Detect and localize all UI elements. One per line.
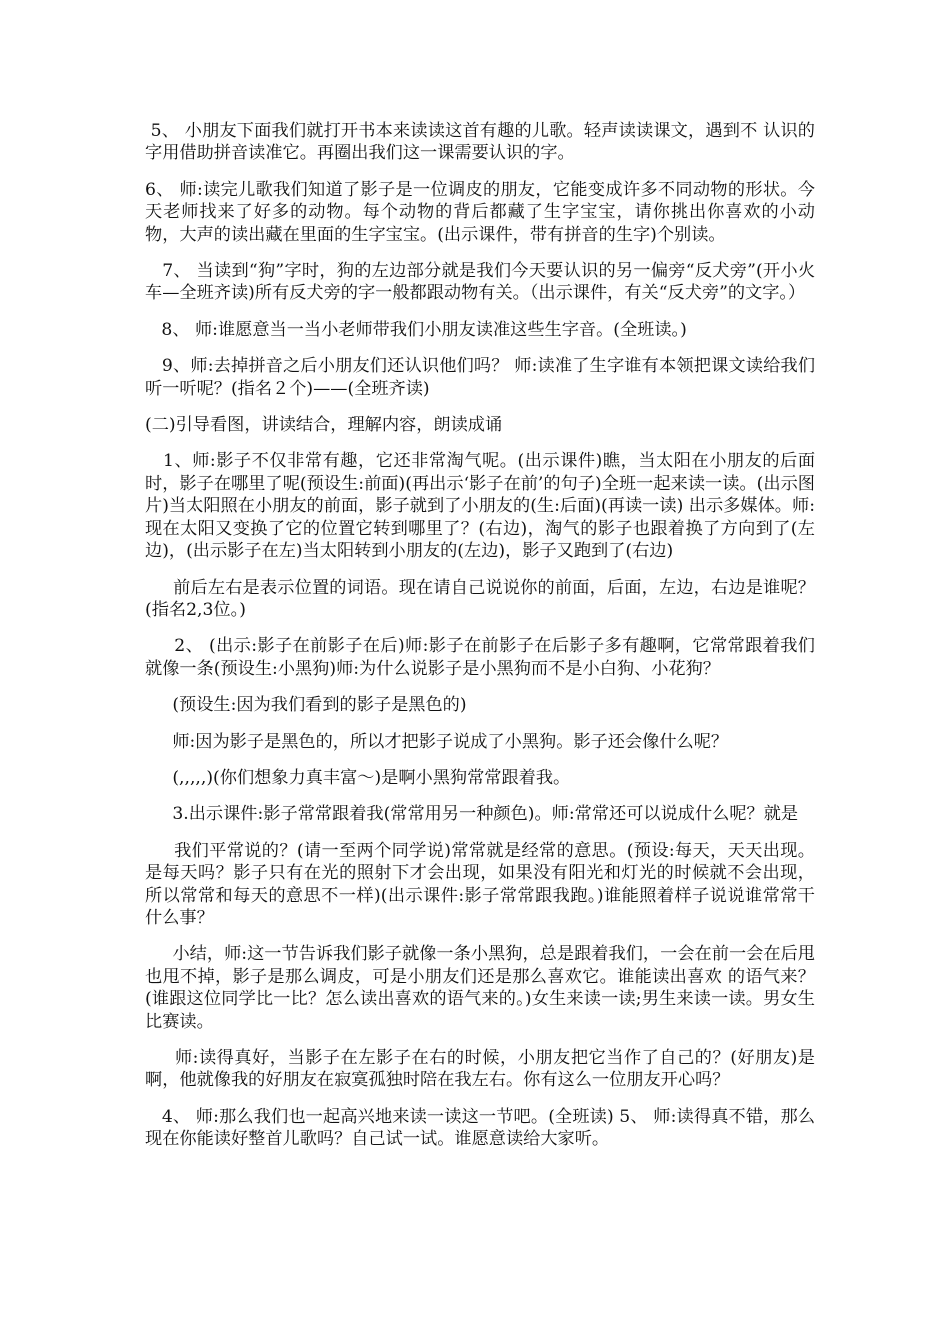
paragraph-step-9: 9、师:去掉拼音之后小朋友们还认识他们吗？ 师:读准了生字谁有本领把课文读给我们听一听呢？(指名２个)——(全班齐读): [145, 356, 816, 399]
paragraph-step-5: 5、 小朋友下面我们就打开书本来读读这首有趣的儿歌。轻声读读课文，遇到不 认识的字用借助拼音读准它。再圈出我们这一课需要认识的字。: [145, 121, 815, 164]
paragraph-position-words: 前后左右是表示位置的词语。现在请自己说说你的前面，后面，左边，右边是谁呢？(指名2,3位。): [145, 577, 815, 620]
paragraph-part2-step-3: 3.出示课件:影子常常跟着我(常常用另一种颜色)。师:常常还可以说成什么呢？就是: [145, 804, 799, 825]
paragraph-preset-answer: (预设生:因为我们看到的影子是黑色的): [145, 695, 467, 716]
paragraph-step-8: 8、 师:谁愿意当一当小老师带我们小朋友读准这些生字音。(全班读。): [145, 319, 687, 340]
paragraph-part2-step-4: 4、 师:那么我们也一起高兴地来读一读这一节吧。(全班读) 5、 师:读得真不错，那么现在你能读好整首儿歌吗？自己试一试。谁愿意读给大家听。: [145, 1106, 816, 1150]
paragraph-good-friend: 师:读得真好，当影子在左影子在右的时候，小朋友把它当作了自己的？(好朋友)是啊，他就像我的好朋友在寂寞孤独时陪在我左右。你有这么一位朋友开心吗？: [145, 1048, 815, 1091]
section-heading: (二)引导看图，讲读结合，理解内容，朗读成诵: [145, 415, 503, 436]
paragraph-step-6: 6、 师:读完儿歌我们知道了影子是一位调皮的朋友，它能变成许多不同动物的形状。今天老师找来了好多的动物。每个动物的背后都藏了生字宝宝，请你挑出你喜欢的小动物，大声的读出藏在里面的生字宝宝。(出示课件，带有拼音的生字)个别读。: [145, 179, 815, 245]
paragraph-often-meaning: 我们平常说的？(请一至两个同学说)常常就是经常的意思。(预设:每天，天天出现。是每天吗？影子只有在光的照射下才会出现，如果没有阳光和灯光的时候就不会出现，所以常常和每天的意思不一样)(出示课件:影子常常跟我跑。)谁能照着样子说说谁常常干什么事？: [145, 840, 815, 928]
document-page: [145, 120, 815, 1165]
paragraph-black-shadow: 师:因为影子是黑色的，所以才把影子说成了小黑狗。影子还会像什么呢？: [145, 731, 729, 752]
paragraph-imagination: (,,,,,)(你们想象力真丰富～)是啊小黑狗常常跟着我。: [145, 767, 571, 788]
paragraph-summary: 小结，师:这一节告诉我们影子就像一条小黑狗，总是跟着我们，一会在前一会在后甩也甩不掉，影子是那么调皮，可是小朋友们还是那么喜欢它。谁能读出喜欢 的语气来？(谁跟这位同学比一比？怎么读出喜欢的语气来的。)女生来读一读;男生来读一读。男女生比赛读。: [145, 944, 815, 1032]
paragraph-step-7: 7、 当读到“狗”字时，狗的左边部分就是我们今天要认识的另一偏旁“反犬旁”(开小火车—全班齐读)所有反犬旁的字一般都跟动物有关。（出示课件，有关“反犬旁”的文字。）: [145, 261, 816, 304]
paragraph-part2-step-2: 2、 (出示:影子在前影子在后)师:影子在前影子在后影子多有趣啊，它常常跟着我们就像一条(预设生:小黑狗)师:为什么说影子是小黑狗而不是小白狗、小花狗？: [145, 636, 815, 679]
paragraph-part2-step-1: 1、师:影子不仅非常有趣，它还非常淘气呢。(出示课件)瞧，当太阳在小朋友的后面时，影子在哪里了呢(预设生:前面)(再出示‘影子在前’的句子)全班一起来读一读。(出示图片)当太阳照在小朋友的前面，影子就到了小朋友的(生:后面)(再读一读) 出示多媒体。师:现在太阳又变换了它的位置它转到哪里了？(右边)，淘气的影子也跟着换了方向到了(左边)，(出示影子在左)当太阳转到小朋友的(左边)，影子又跑到了(右边): [145, 451, 816, 562]
